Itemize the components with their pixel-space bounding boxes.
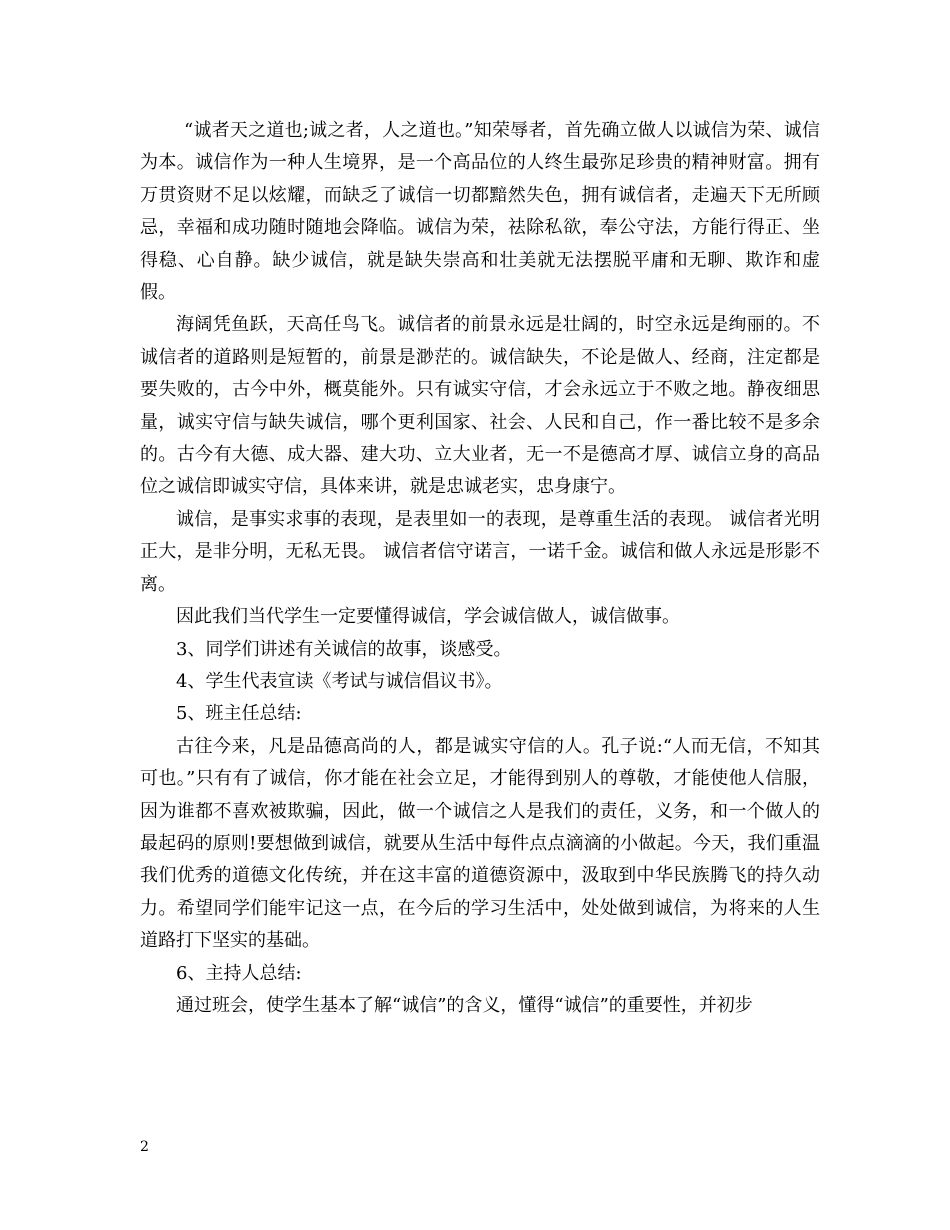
- paragraph-4: 因此我们当代学生一定要懂得诚信，学会诚信做人，诚信做事。: [176, 606, 680, 628]
- page-number: 2: [140, 1139, 149, 1155]
- paragraph-2: 海阔凭鱼跃，天高任鸟飞。诚信者的前景永远是壮阔的，时空永远是绚丽的。不诚信者的道路则是短暂的，前景是渺茫的。诚信缺失，不论是做人、经商，注定都是要失败的，古今中外，概莫能外。只有诚实守信，才会永远立于不败之地。静夜细思量，诚实守信与缺失诚信，哪个更利国家、社会、人民和自己，作一番比较不是多余的。古今有大德、成大器、建大功、立大业者，无一不是德高才厚、诚信立身的高品位之诚信即诚实守信，具体来讲，就是忠诚老实，忠身康宁。: [140, 314, 820, 498]
- paragraph-teacher-summary: 古往今来，凡是品德高尚的人，都是诚实守信的人。孔子说:“人而无信，不知其可也。”只有有了诚信，你才能在社会立足，才能得到别人的尊敬，才能使他人信服，因为谁都不喜欢被欺骗，因此，做一个诚信之人是我们的责任，义务，和一个做人的最起码的原则!要想做到诚信，就要从生活中每件点点滴滴的小做起。今天，我们重温我们优秀的道德文化传统，并在这丰富的道德资源中，汲取到中华民族腾飞的持久动力。希望同学们能牢记这一点，在今后的学习生活中，处处做到诚信，为将来的人生道路打下坚实的基础。: [140, 735, 820, 952]
- list-item-6: 6、主持人总结:: [176, 962, 302, 984]
- list-item-5: 5、班主任总结:: [176, 703, 302, 725]
- document-body: [140, 115, 820, 1022]
- paragraph-1: “诚者天之道也;诚之者，人之道也。”知荣辱者，首先确立做人以诚信为荣、诚信为本。诚信作为一种人生境界，是一个高品位的人终生最弥足珍贵的精神财富。拥有万贯资财不足以炫耀，而缺乏了诚信一切都黯然失色，拥有诚信者，走遍天下无所顾忌，幸福和成功随时随地会降临。诚信为荣，祛除私欲，奉公守法，方能行得正、坐得稳、心自静。缺少诚信，就是缺失崇高和壮美就无法摆脱平庸和无聊、欺诈和虚假。: [140, 120, 820, 304]
- paragraph-3: 诚信，是事实求事的表现，是表里如一的表现，是尊重生活的表现。 诚信者光明正大，是非分明，无私无畏。 诚信者信守诺言，一诺千金。诚信和做人永远是形影不离。: [140, 508, 820, 595]
- list-item-3: 3、同学们讲述有关诚信的故事，谈感受。: [176, 638, 512, 660]
- list-item-4: 4、学生代表宣读《考试与诚信倡议书》。: [176, 670, 503, 692]
- paragraph-host-summary: 通过班会，使学生基本了解“诚信”的含义，懂得“诚信”的重要性，并初步: [176, 994, 753, 1016]
